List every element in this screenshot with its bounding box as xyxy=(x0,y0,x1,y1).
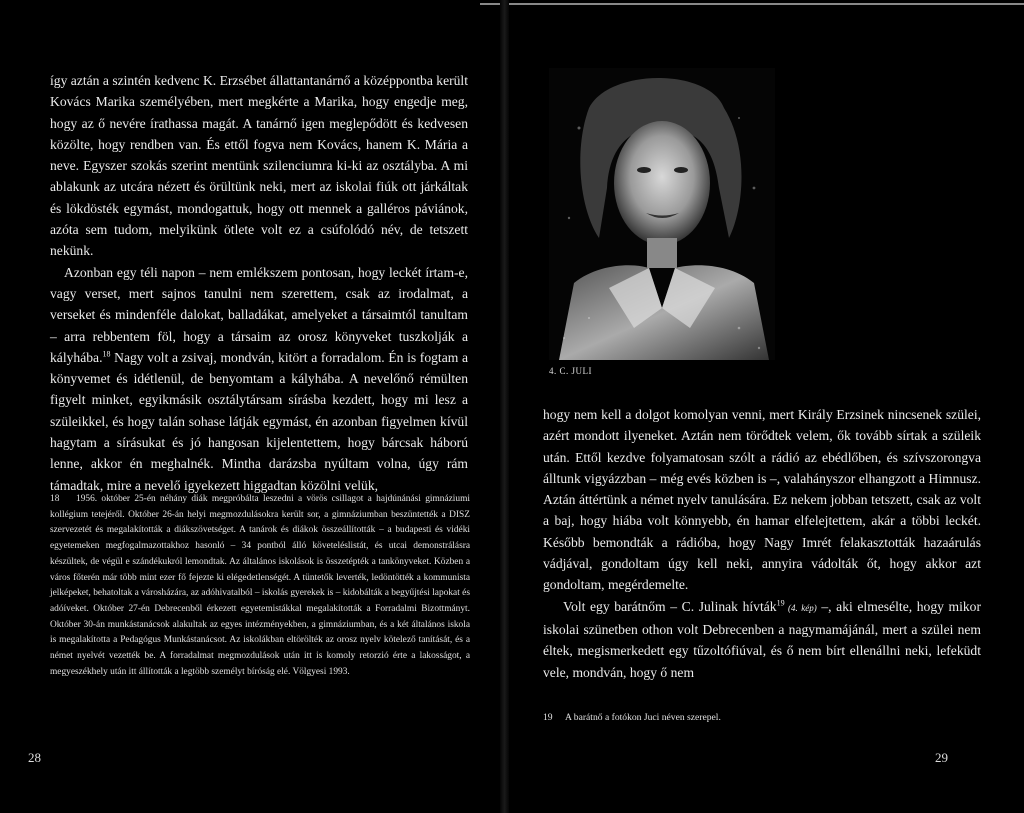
footnote-18-text: 1956. október 25-én néhány diák megpróbálta leszedni a vörös csillagot a hajdúnánási gimnáziumi kollégium tetejéről. Október 26-án helyi megmozdulásokra került sor, a gimnáziumban beszüntették a DISZ szervezetét és megalakították a diákszövetséget. A tanárok és diákok összeállították – a budapesti és vidéki egyetemeken megfogalmazottakhoz hasonló – 34 pontból álló követeléslistát, és utcai demonstrálásra készültek, de végül e szándékukról lemondtak. Az általános iskolások is összetépték a tankönyveket. Közben a város főterén már több mint ezer fő fejezte ki elégedetlenségét. A tüntetők leverték, ledöntötték a kommunista jelképeket, behatoltak a városházára, az adóhivatalból – iskolás gyerekek is – kidobálták a begyűjtési lapokat és adóíveket. Október 27-én Debrecenből érkezett egyetemistákkal megalakították a Forradalmi Bizottmányt. Október 30-án munkástanácsok alakultak az egyes intézményekben, a gimnáziumban, és a két általános iskola is megalakította a Pedagógus Munkástanácsot. Az iskolákban eltörölték az orosz nyelv kötelező tanítását, és a német nyelvét vezették be. A forradalmat megmozdulások után itt is komoly retorzió érte a lakosságot, a megyeszékhely után itt állították a legtöbb személyt bíróság elé. Völgyesi 1993. xyxy=(50,494,470,677)
image-reference: (4. kép) xyxy=(784,602,817,613)
footnote-19-text: A barátnő a fotókon Juci néven szerepel. xyxy=(565,712,721,723)
portrait-photo xyxy=(549,68,775,360)
left-paragraph-2 xyxy=(50,262,468,496)
right-paragraph-2-start: Volt egy barátnőm – C. Julinak hívták xyxy=(563,598,777,614)
footnote-19 xyxy=(543,712,983,723)
right-paragraph-2 xyxy=(543,596,981,683)
footnote-ref-18: 18 xyxy=(102,349,111,359)
right-body-text xyxy=(543,404,981,683)
page-number-left: 28 xyxy=(28,750,41,765)
footnote-18-number: 18 xyxy=(50,494,60,504)
book-gutter xyxy=(500,0,509,813)
left-paragraph-2-start: Azonban egy téli napon – nem emlékszem pontosan, hogy leckét írtam-e, vagy verset, mert sajnos tanulni nem szerettem, csak az irodalmat, a verseket és mindenféle dalokat, balladákat, amelyeket a társaimtól tanultam – arra rebbentem föl, hogy a társaim az orosz könyveket tuszkolják a kályhába. xyxy=(50,264,468,365)
page-number-right: 29 xyxy=(935,750,948,765)
footnote-18 xyxy=(50,492,470,680)
top-edge-line xyxy=(480,3,1024,5)
left-page xyxy=(0,0,505,813)
footnote-19-number: 19 xyxy=(543,712,553,723)
right-paragraph-1: hogy nem kell a dolgot komolyan venni, mert Király Erzsinek nincsenek szülei, azért mondott ilyeneket. Aztán nem törődtek velem, ők tovább sírtak a szüleik után. Ettől kezdve folyamatosan szólt a rádió az ebédlőben, és szívszorongva álltunk vigyázzban – még evés közben is –, valahányszor elhangzott a Himnusz. Aztán áttértünk a német nyelv tanulására. Ez nekem jobban tetszett, csak az volt a baj, hogy hiába volt könnyebb, én hamar elfelejtettem, akár a többi leckét. Később bemondták a rádióba, hogy Nagy Imrét felakasztották hazaárulás vádjával, gondoltam úgy kell neki, annyira vádolták őt, hogy akkor azt gondoltam, megérdemelte. xyxy=(543,407,981,593)
left-body-text xyxy=(50,70,468,496)
left-paragraph-2-end: Nagy volt a zsivaj, mondván, kitört a forradalom. Én is fogtam a könyvemet és idétlenül, de benyomtam a kályhába. A nevelőnő rémülten figyelt minket, egyikmásik osztálytársam sírásba kezdett, hogy mi lesz a szüleikkel, és hogy talán sohase látják egymást, én azonban figyelmen kívül hagytam a sírásukat és jó hangosan kijelentettem, hogy bárcsak háború lenne, akkor én meghalnék. Mintha darázsba nyúltam volna, úgy rám támadtak, mire a nevelő igyekezett higgadtan közölni velük, xyxy=(50,349,468,493)
right-paragraph-2-end: –, aki elmesélte, hogy mikor iskolai szünetben othon volt Debrecenben a nagymamájánál, mert a szülei nem éltek, megismerkedett egy tűzoltófiúval, és ő nem bírt ellenállni neki, lefeküdt vele, mondván, hogy ő nem xyxy=(543,598,982,680)
footnote-ref-19: 19 xyxy=(776,598,785,608)
photo-caption: 4. C. JULI xyxy=(549,366,592,376)
left-paragraph-1: így aztán a szintén kedvenc K. Erzsébet állattantanárnő a középpontba került Kovács Marika személyében, mert megkérte a Marika, hogy engedje meg, hogy az ő nevére írathassa magát. A tanárnő igen meglepődött és kedvesen közölte, hogy rendben van. És ettől fogva nem Kovács, hanem K. Mária a neve. Egyszer szokás szerint mentünk szilenciumra ki-ki az osztályba. A mi ablakunk az utcára nézett és örültünk neki, mert az iskolai fiúk ott járkáltak és lökdösték egymást, mondogattuk, hogy ott mennek a galléros páviánok, azóta sem tudom, melyikünk ötlete volt ez a csúfolódó név, de tetszett nekünk. xyxy=(50,73,468,259)
